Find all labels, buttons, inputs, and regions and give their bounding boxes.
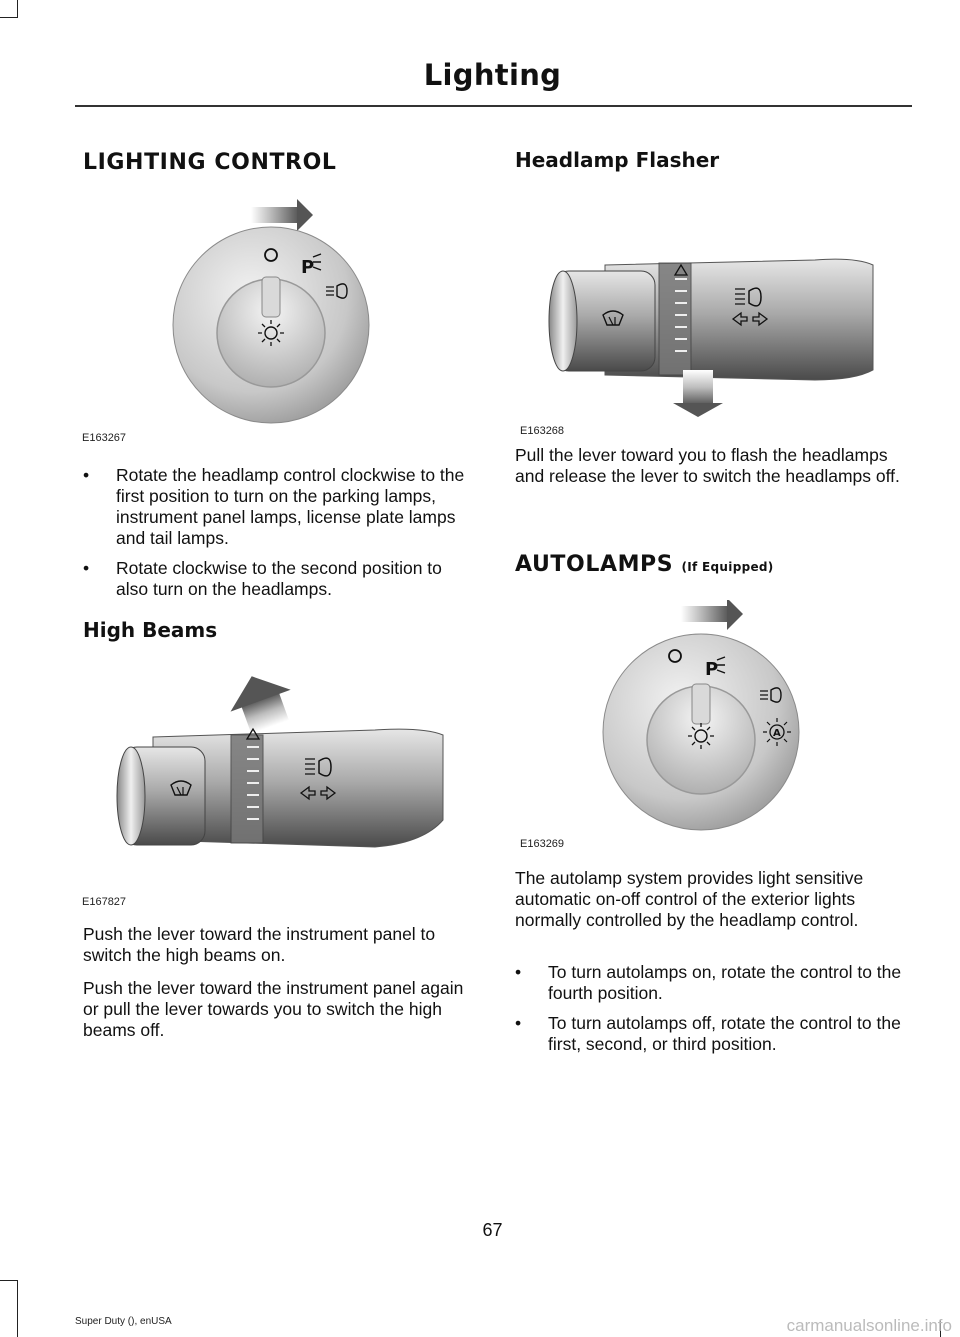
crop-mark (17, 1280, 18, 1337)
list-item-text: To turn autolamps on, rotate the control to the fourth position. (548, 962, 902, 1003)
list-item (515, 962, 910, 1004)
watermark: carmanualsonline.info (786, 1316, 952, 1335)
section-title-lighting-control: LIGHTING CONTROL (83, 150, 337, 175)
list-item-text: Rotate the headlamp control clockwise to the first position to turn on the parking lamps, instrument panel lamps, license plate lamps and tail lamps. (116, 465, 465, 548)
lighting-control-bullets (83, 465, 475, 600)
bullet-glyph: • (515, 962, 522, 982)
headlamp-dial-figure (83, 195, 475, 453)
subsection-title-high-beams: High Beams (83, 618, 218, 642)
body-paragraph: Pull the lever toward you to flash the headlamps and release the lever to switch the headlamps off. (515, 445, 900, 486)
subsection-title-headlamp-flasher: Headlamp Flasher (515, 148, 720, 172)
rotate-arrow-icon (251, 199, 313, 231)
figure-code: E163269 (520, 838, 565, 850)
crop-mark (17, 0, 18, 18)
body-paragraph: The autolamp system provides light sensitive automatic on-off control of the exterior lights normally controlled by the headlamp control. (515, 868, 864, 930)
list-item (83, 465, 475, 549)
if-equipped-label: (If Equipped) (681, 560, 774, 574)
headlamp-flasher-figure (515, 235, 910, 440)
section-title-autolamps (515, 552, 774, 577)
page-number: 67 (482, 1220, 503, 1240)
autolamp-bullets (515, 962, 910, 1055)
autolamp-dial-illustration (515, 600, 910, 855)
crop-mark (0, 1280, 18, 1281)
push-forward-arrow-icon (222, 675, 301, 738)
list-item-text: Rotate clockwise to the second position to also turn on the headlamps. (116, 558, 442, 599)
parking-lamp-label: P (705, 659, 719, 680)
autolamp-dial-figure (515, 600, 910, 855)
high-beam-stalk-figure (83, 675, 475, 910)
list-item-text: To turn autolamps off, rotate the control to the first, second, or third position. (548, 1013, 901, 1054)
body-paragraph: Push the lever toward the instrument panel to switch the high beams on. (83, 924, 436, 965)
footer-text: Super Duty (), enUSA (75, 1316, 172, 1327)
headlamp-dial-illustration (83, 195, 475, 453)
autolamp-label: A (773, 728, 781, 739)
figure-code: E163267 (82, 432, 127, 444)
rotate-arrow-icon (681, 600, 743, 630)
page-title: Lighting (423, 58, 562, 92)
bullet-glyph: • (83, 558, 90, 578)
figure-code: E163268 (520, 425, 565, 437)
bullet-glyph: • (83, 465, 90, 485)
figure-code: E167827 (82, 896, 127, 908)
section-title-text: AUTOLAMPS (515, 552, 674, 577)
crop-mark (0, 17, 18, 18)
stalk-illustration (83, 675, 475, 910)
list-item (515, 1013, 910, 1055)
stalk-illustration (515, 235, 910, 440)
bullet-glyph: • (515, 1013, 522, 1033)
header-rule (75, 105, 912, 107)
list-item (83, 558, 475, 600)
body-paragraph: Push the lever toward the instrument panel again or pull the lever towards you to switch the high beams off. (83, 978, 464, 1040)
parking-lamp-label: P (301, 257, 315, 278)
